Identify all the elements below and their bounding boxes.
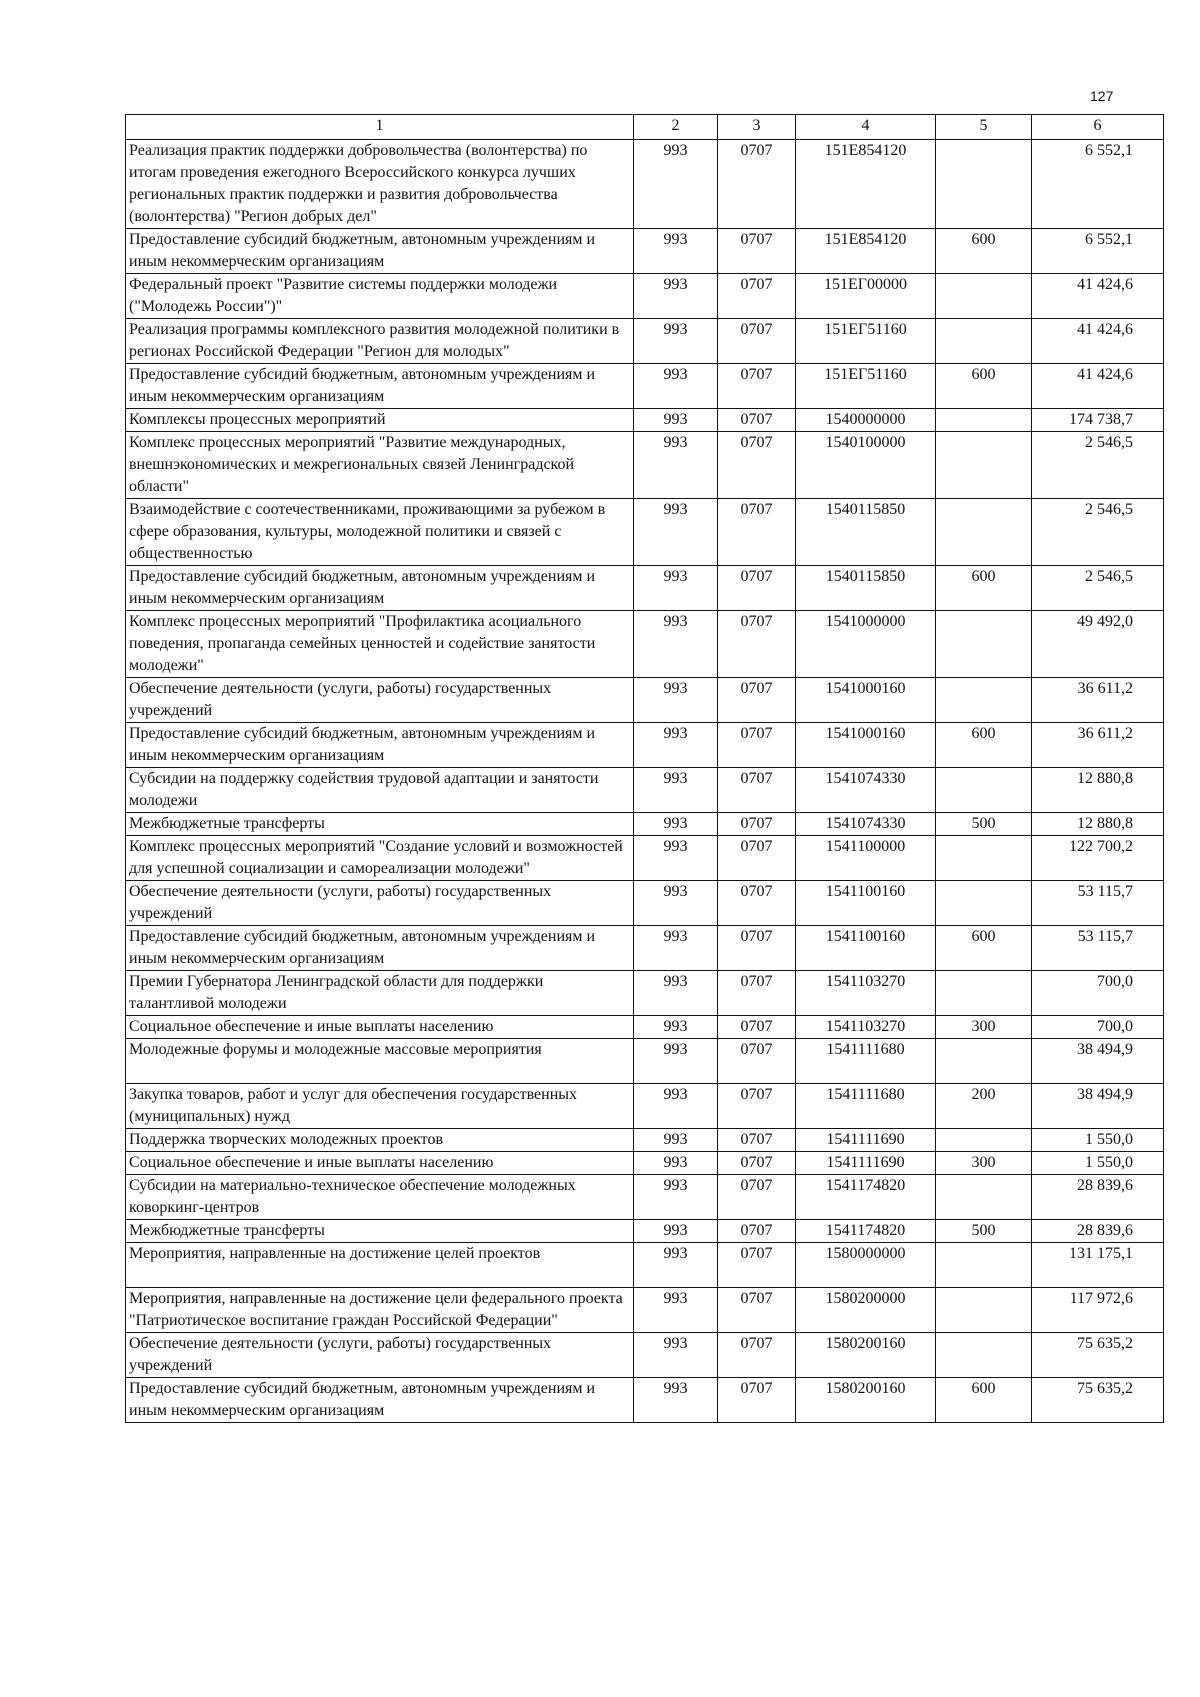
row-target-cell: 151E854120	[796, 140, 936, 229]
row-amount-cell: 75 635,2	[1032, 1378, 1164, 1423]
row-amount-cell: 6 552,1	[1032, 140, 1164, 229]
row-section-cell: 0707	[718, 723, 796, 768]
row-type-cell: 600	[936, 1378, 1032, 1423]
row-amount-cell: 36 611,2	[1032, 723, 1164, 768]
row-code-cell: 993	[634, 1288, 718, 1333]
row-type-cell	[936, 1175, 1032, 1220]
row-amount-cell: 41 424,6	[1032, 364, 1164, 409]
row-target-cell: 151ЕГ00000	[796, 274, 936, 319]
row-type-cell	[936, 881, 1032, 926]
row-type-cell	[936, 319, 1032, 364]
row-code-cell: 993	[634, 364, 718, 409]
row-type-cell	[936, 409, 1032, 432]
column-header: 2	[634, 115, 718, 140]
row-amount-cell: 41 424,6	[1032, 319, 1164, 364]
row-target-cell: 1541000160	[796, 678, 936, 723]
row-target-cell: 1541111680	[796, 1039, 936, 1084]
row-code-cell: 993	[634, 1016, 718, 1039]
row-target-cell: 1541174820	[796, 1220, 936, 1243]
row-name-cell: Предоставление субсидий бюджетным, автономным учреждениям и иным некоммерческим организациям	[126, 723, 634, 768]
row-amount-cell: 41 424,6	[1032, 274, 1164, 319]
table-row	[126, 319, 1164, 364]
row-target-cell: 151E854120	[796, 229, 936, 274]
row-code-cell: 993	[634, 881, 718, 926]
row-name-cell: Премии Губернатора Ленинградской области для поддержки талантливой молодежи	[126, 971, 634, 1016]
column-header: 5	[936, 115, 1032, 140]
table-row	[126, 926, 1164, 971]
row-name-cell: Мероприятия, направленные на достижение цели федерального проекта "Патриотическое воспитание граждан Российской Федерации"	[126, 1288, 634, 1333]
table-row	[126, 566, 1164, 611]
row-amount-cell: 12 880,8	[1032, 768, 1164, 813]
row-type-cell	[936, 274, 1032, 319]
row-amount-cell: 28 839,6	[1032, 1175, 1164, 1220]
row-code-cell: 993	[634, 432, 718, 499]
table-row	[126, 971, 1164, 1016]
row-amount-cell: 36 611,2	[1032, 678, 1164, 723]
row-code-cell: 993	[634, 1084, 718, 1129]
row-code-cell: 993	[634, 140, 718, 229]
row-name-cell: Предоставление субсидий бюджетным, автономным учреждениям и иным некоммерческим организациям	[126, 364, 634, 409]
row-section-cell: 0707	[718, 971, 796, 1016]
row-section-cell: 0707	[718, 1129, 796, 1152]
row-type-cell: 600	[936, 566, 1032, 611]
row-target-cell: 1541000000	[796, 611, 936, 678]
table-row	[126, 768, 1164, 813]
table-row	[126, 1152, 1164, 1175]
table-row	[126, 140, 1164, 229]
row-section-cell: 0707	[718, 499, 796, 566]
row-amount-cell: 75 635,2	[1032, 1333, 1164, 1378]
row-name-cell: Реализация практик поддержки добровольчества (волонтерства) по итогам проведения ежегодного Всероссийского конкурса лучших региональных практик поддержки и развития добровольчества (волонтерства) "Регион добрых дел"	[126, 140, 634, 229]
row-code-cell: 993	[634, 1152, 718, 1175]
row-type-cell	[936, 1129, 1032, 1152]
row-amount-cell: 700,0	[1032, 1016, 1164, 1039]
row-amount-cell: 53 115,7	[1032, 881, 1164, 926]
row-amount-cell: 1 550,0	[1032, 1152, 1164, 1175]
row-code-cell: 993	[634, 1039, 718, 1084]
row-name-cell: Субсидии на поддержку содействия трудовой адаптации и занятости молодежи	[126, 768, 634, 813]
row-code-cell: 993	[634, 499, 718, 566]
row-target-cell: 1541074330	[796, 813, 936, 836]
row-amount-cell: 53 115,7	[1032, 926, 1164, 971]
row-target-cell: 1540115850	[796, 566, 936, 611]
row-code-cell: 993	[634, 678, 718, 723]
row-code-cell: 993	[634, 1129, 718, 1152]
row-target-cell: 1541074330	[796, 768, 936, 813]
row-type-cell	[936, 971, 1032, 1016]
row-name-cell: Взаимодействие с соотечественниками, проживающими за рубежом в сфере образования, культуры, молодежной политики и связей с общественностью	[126, 499, 634, 566]
row-amount-cell: 700,0	[1032, 971, 1164, 1016]
row-code-cell: 993	[634, 768, 718, 813]
table-row	[126, 881, 1164, 926]
row-name-cell: Социальное обеспечение и иные выплаты населению	[126, 1152, 634, 1175]
row-section-cell: 0707	[718, 319, 796, 364]
row-type-cell: 500	[936, 813, 1032, 836]
row-section-cell: 0707	[718, 768, 796, 813]
row-type-cell	[936, 1333, 1032, 1378]
row-section-cell: 0707	[718, 274, 796, 319]
row-section-cell: 0707	[718, 926, 796, 971]
row-name-cell: Комплекс процессных мероприятий "Развитие международных, внешнэкономических и межрегиональных связей Ленинградской области"	[126, 432, 634, 499]
row-name-cell: Обеспечение деятельности (услуги, работы) государственных учреждений	[126, 678, 634, 723]
row-code-cell: 993	[634, 926, 718, 971]
row-section-cell: 0707	[718, 409, 796, 432]
table-row	[126, 274, 1164, 319]
row-section-cell: 0707	[718, 1220, 796, 1243]
row-name-cell: Межбюджетные трансферты	[126, 1220, 634, 1243]
row-amount-cell: 1 550,0	[1032, 1129, 1164, 1152]
row-name-cell: Предоставление субсидий бюджетным, автономным учреждениям и иным некоммерческим организациям	[126, 566, 634, 611]
row-name-cell: Федеральный проект "Развитие системы поддержки молодежи ("Молодежь России")"	[126, 274, 634, 319]
row-type-cell	[936, 611, 1032, 678]
row-section-cell: 0707	[718, 611, 796, 678]
row-type-cell	[936, 1288, 1032, 1333]
page-number: 127	[1090, 88, 1114, 104]
row-name-cell: Социальное обеспечение и иные выплаты населению	[126, 1016, 634, 1039]
table-row	[126, 364, 1164, 409]
row-section-cell: 0707	[718, 881, 796, 926]
table-row	[126, 1129, 1164, 1152]
row-target-cell: 1580000000	[796, 1243, 936, 1288]
row-target-cell: 151ЕГ51160	[796, 364, 936, 409]
row-section-cell: 0707	[718, 813, 796, 836]
row-target-cell: 1541100160	[796, 926, 936, 971]
row-type-cell	[936, 836, 1032, 881]
table-row	[126, 1175, 1164, 1220]
budget-table	[125, 114, 1164, 1423]
row-target-cell: 1541103270	[796, 971, 936, 1016]
row-amount-cell: 122 700,2	[1032, 836, 1164, 881]
row-name-cell: Обеспечение деятельности (услуги, работы) государственных учреждений	[126, 881, 634, 926]
table-row	[126, 611, 1164, 678]
column-header: 3	[718, 115, 796, 140]
table-row	[126, 1084, 1164, 1129]
row-type-cell	[936, 499, 1032, 566]
row-section-cell: 0707	[718, 1378, 796, 1423]
row-type-cell: 300	[936, 1152, 1032, 1175]
column-header: 6	[1032, 115, 1164, 140]
row-name-cell: Предоставление субсидий бюджетным, автономным учреждениям и иным некоммерческим организациям	[126, 229, 634, 274]
row-name-cell: Предоставление субсидий бюджетным, автономным учреждениям и иным некоммерческим организациям	[126, 1378, 634, 1423]
row-target-cell: 1541174820	[796, 1175, 936, 1220]
row-section-cell: 0707	[718, 1016, 796, 1039]
row-target-cell: 1540000000	[796, 409, 936, 432]
table-row	[126, 678, 1164, 723]
row-name-cell: Межбюджетные трансферты	[126, 813, 634, 836]
row-name-cell: Реализация программы комплексного развития молодежной политики в регионах Российской Федерации "Регион для молодых"	[126, 319, 634, 364]
row-target-cell: 1540115850	[796, 499, 936, 566]
table-row	[126, 1378, 1164, 1423]
table-row	[126, 499, 1164, 566]
row-section-cell: 0707	[718, 566, 796, 611]
row-section-cell: 0707	[718, 1039, 796, 1084]
row-code-cell: 993	[634, 1220, 718, 1243]
table-row	[126, 1333, 1164, 1378]
row-name-cell: Предоставление субсидий бюджетным, автономным учреждениям и иным некоммерческим организациям	[126, 926, 634, 971]
table-row	[126, 229, 1164, 274]
row-code-cell: 993	[634, 1243, 718, 1288]
row-target-cell: 1541111690	[796, 1129, 936, 1152]
row-section-cell: 0707	[718, 836, 796, 881]
row-code-cell: 993	[634, 229, 718, 274]
row-code-cell: 993	[634, 611, 718, 678]
table-row	[126, 836, 1164, 881]
row-type-cell: 300	[936, 1016, 1032, 1039]
row-section-cell: 0707	[718, 1084, 796, 1129]
row-target-cell: 1580200000	[796, 1288, 936, 1333]
column-header: 4	[796, 115, 936, 140]
row-code-cell: 993	[634, 566, 718, 611]
row-type-cell	[936, 1243, 1032, 1288]
row-name-cell: Субсидии на материально-техническое обеспечение молодежных коворкинг-центров	[126, 1175, 634, 1220]
row-amount-cell: 174 738,7	[1032, 409, 1164, 432]
row-amount-cell: 38 494,9	[1032, 1084, 1164, 1129]
row-target-cell: 1580200160	[796, 1333, 936, 1378]
row-section-cell: 0707	[718, 364, 796, 409]
row-amount-cell: 2 546,5	[1032, 499, 1164, 566]
table-row	[126, 1243, 1164, 1288]
row-section-cell: 0707	[718, 1333, 796, 1378]
row-target-cell: 1580200160	[796, 1378, 936, 1423]
row-section-cell: 0707	[718, 1152, 796, 1175]
row-type-cell	[936, 678, 1032, 723]
row-type-cell: 200	[936, 1084, 1032, 1129]
row-target-cell: 1541000160	[796, 723, 936, 768]
row-name-cell: Мероприятия, направленные на достижение целей проектов	[126, 1243, 634, 1288]
row-code-cell: 993	[634, 409, 718, 432]
row-type-cell: 500	[936, 1220, 1032, 1243]
row-type-cell	[936, 140, 1032, 229]
row-amount-cell: 2 546,5	[1032, 566, 1164, 611]
row-target-cell: 1541100000	[796, 836, 936, 881]
row-code-cell: 993	[634, 813, 718, 836]
table-header-row	[126, 115, 1164, 140]
row-type-cell	[936, 768, 1032, 813]
row-section-cell: 0707	[718, 678, 796, 723]
row-type-cell: 600	[936, 364, 1032, 409]
column-header: 1	[126, 115, 634, 140]
table-row	[126, 1288, 1164, 1333]
row-section-cell: 0707	[718, 1288, 796, 1333]
row-section-cell: 0707	[718, 1243, 796, 1288]
table-row	[126, 813, 1164, 836]
row-section-cell: 0707	[718, 229, 796, 274]
row-section-cell: 0707	[718, 1175, 796, 1220]
row-amount-cell: 6 552,1	[1032, 229, 1164, 274]
row-target-cell: 1541103270	[796, 1016, 936, 1039]
table-row	[126, 409, 1164, 432]
row-target-cell: 1541100160	[796, 881, 936, 926]
table-row	[126, 1039, 1164, 1084]
row-target-cell: 1540100000	[796, 432, 936, 499]
row-code-cell: 993	[634, 1175, 718, 1220]
row-type-cell: 600	[936, 926, 1032, 971]
row-name-cell: Комплекс процессных мероприятий "Создание условий и возможностей для успешной социализации и самореализации молодежи"	[126, 836, 634, 881]
row-amount-cell: 131 175,1	[1032, 1243, 1164, 1288]
row-code-cell: 993	[634, 723, 718, 768]
row-amount-cell: 38 494,9	[1032, 1039, 1164, 1084]
row-name-cell: Обеспечение деятельности (услуги, работы) государственных учреждений	[126, 1333, 634, 1378]
row-name-cell: Комплексы процессных мероприятий	[126, 409, 634, 432]
table-row	[126, 1016, 1164, 1039]
row-target-cell: 151ЕГ51160	[796, 319, 936, 364]
row-code-cell: 993	[634, 319, 718, 364]
row-section-cell: 0707	[718, 140, 796, 229]
row-name-cell: Закупка товаров, работ и услуг для обеспечения государственных (муниципальных) нужд	[126, 1084, 634, 1129]
row-amount-cell: 12 880,8	[1032, 813, 1164, 836]
row-code-cell: 993	[634, 836, 718, 881]
row-code-cell: 993	[634, 1378, 718, 1423]
row-target-cell: 1541111690	[796, 1152, 936, 1175]
row-target-cell: 1541111680	[796, 1084, 936, 1129]
table-row	[126, 1220, 1164, 1243]
row-name-cell: Поддержка творческих молодежных проектов	[126, 1129, 634, 1152]
row-code-cell: 993	[634, 274, 718, 319]
row-type-cell	[936, 432, 1032, 499]
table-row	[126, 432, 1164, 499]
row-code-cell: 993	[634, 971, 718, 1016]
row-amount-cell: 28 839,6	[1032, 1220, 1164, 1243]
table-row	[126, 723, 1164, 768]
row-name-cell: Комплекс процессных мероприятий "Профилактика асоциального поведения, пропаганда семейных ценностей и содействие занятости молодежи"	[126, 611, 634, 678]
row-amount-cell: 2 546,5	[1032, 432, 1164, 499]
row-name-cell: Молодежные форумы и молодежные массовые мероприятия	[126, 1039, 634, 1084]
row-code-cell: 993	[634, 1333, 718, 1378]
row-type-cell	[936, 1039, 1032, 1084]
row-type-cell: 600	[936, 723, 1032, 768]
row-amount-cell: 49 492,0	[1032, 611, 1164, 678]
table-body	[126, 140, 1164, 1423]
row-amount-cell: 117 972,6	[1032, 1288, 1164, 1333]
row-type-cell: 600	[936, 229, 1032, 274]
row-section-cell: 0707	[718, 432, 796, 499]
